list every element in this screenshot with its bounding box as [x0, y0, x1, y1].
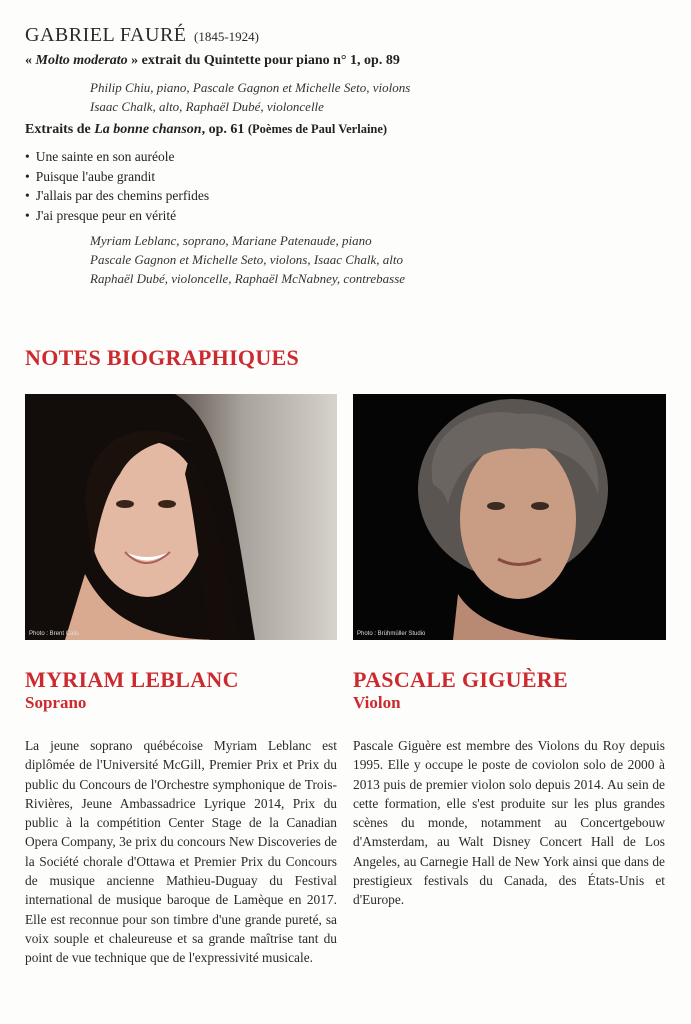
- work2-prefix: Extraits de: [25, 122, 95, 137]
- list-item: • Une sainte en son auréole: [25, 147, 209, 167]
- portrait-illustration: [353, 394, 666, 640]
- composer-heading: [25, 24, 259, 47]
- composer-dates: (1845-1924): [194, 29, 259, 44]
- work1-performers: [90, 78, 410, 116]
- performer-line: Pascale Gagnon et Michelle Seto, violons, Isaac Chalk, alto: [90, 252, 404, 267]
- work2-title: [25, 122, 387, 138]
- bio-text-leblanc: La jeune soprano québécoise Myriam Leblanc est diplômée de l'Université McGill, Premier Prix et Prix du public du Concours de l'Orchestre symphonique de Trois-Rivières, Jeune Ambassadrice Lyrique 2014, Prix du public à la compétition Center Stage de la Canadian Opera Company, 3e prix du concours New Discoveries de la Société chorale d'Ottawa et Premier Prix du Concours de musique ancienne Mathieu-Duguay du Festival international de musique baroque de Lamèque en 2017. Elle est reconnue pour son timbre d'une grande pureté, sa voix souple et chaleureuse et sa grande maîtrise tant du point de vue technique que de l'expressivité musicale.: [25, 738, 337, 966]
- performer-line: Raphaël Dubé, violoncelle, Raphaël McNabney, contrebasse: [90, 271, 406, 286]
- work2-title-italic: La bonne chanson: [94, 122, 202, 137]
- list-item: • J'ai presque peur en vérité: [25, 206, 209, 226]
- performer-line: Isaac Chalk, alto, Raphaël Dubé, violoncelle: [90, 99, 324, 114]
- list-item: • J'allais par des chemins perfides: [25, 186, 209, 206]
- work2-suffix: , op. 61: [201, 122, 248, 137]
- composer-name: GABRIEL FAURÉ: [25, 24, 187, 46]
- portrait-photo-leblanc: [25, 394, 337, 640]
- bio-role-leblanc: Soprano: [25, 693, 87, 712]
- work2-performers: [90, 231, 405, 288]
- bio-name-giguere: PASCALE GIGUÈRE: [353, 667, 568, 692]
- list-item: • Puisque l'aube grandit: [25, 167, 209, 187]
- portrait-illustration: [25, 394, 337, 640]
- bio-text-giguere: Pascale Giguère est membre des Violons du Roy depuis 1995. Elle y occupe le poste de coviolon solo de 2000 à 2013 puis de premier violon solo depuis 2014. Au sein de cette formation, elle s'est produite sur les plus grandes scènes du monde, notamment au Concertgebouw d'Amsterdam, au Walt Disney Concert Hall de Los Angeles, au Carnegie Hall de New York ainsi que dans de prestigieux festivals du Canada, des États-Unis et d'Europe.: [353, 738, 665, 908]
- work2-note: (Poèmes de Paul Verlaine): [247, 122, 388, 136]
- work1-title-rest: » extrait du Quintette pour piano n° 1, op. 89: [127, 53, 400, 68]
- portrait-photo-giguere: [353, 394, 666, 640]
- work1-movement: Molto moderato: [35, 53, 128, 68]
- performer-line: Myriam Leblanc, soprano, Mariane Patenaude, piano: [90, 233, 372, 248]
- bio-name-leblanc: MYRIAM LEBLANC: [25, 667, 239, 692]
- section-heading: NOTES BIOGRAPHIQUES: [25, 345, 300, 370]
- work1-title: [25, 53, 400, 69]
- photo-credit: Photo : Brühmüller Studio: [357, 631, 426, 637]
- performer-line: Philip Chiu, piano, Pascale Gagnon et Michelle Seto, violons: [90, 80, 411, 95]
- photo-credit: Photo : Brent Calis: [29, 631, 80, 637]
- work1-quote-open: «: [25, 53, 36, 68]
- song-list: [25, 147, 209, 225]
- bio-role-giguere: Violon: [353, 693, 401, 712]
